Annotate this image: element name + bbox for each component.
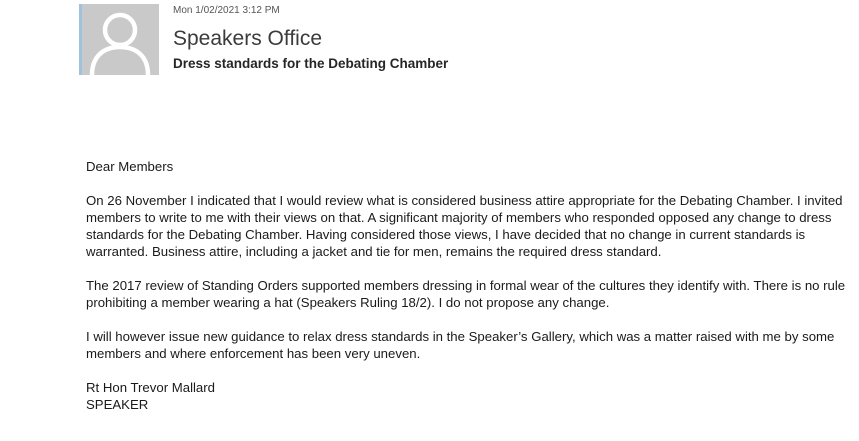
message-meta [173,4,448,73]
sender-name[interactable]: Speakers Office [173,27,323,50]
body-paragraph: The 2017 review of Standing Orders supported members dressing in formal wear of the cultures they identify with. There is no rule prohibiting a member wearing a hat (Speakers Ruling 18/2). I do not propose any change. [86,278,846,310]
signature-title: SPEAKER [86,397,149,412]
message-timestamp: Mon 1/02/2021 3:12 PM [173,5,280,16]
greeting: Dear Members [86,159,174,174]
person-silhouette-icon [82,4,159,75]
message-header [79,4,839,76]
body-paragraph: On 26 November I indicated that I would review what is considered business attire appropriate for the Debating Chamber. I invited members to write to me with their views on that. A significant majority of members who responded opposed any change to dress standards for the Debating Chamber. Having considered those views, I have decided that no change in current standards is warranted. Business attire, including a jacket and tie for men, remains the required dress standard. [86,193,843,259]
message-subject: Dress standards for the Debating Chamber [173,56,449,71]
signature-name: Rt Hon Trevor Mallard [86,380,215,395]
message-body [86,158,846,413]
body-paragraph: I will however issue new guidance to relax dress standards in the Speaker’s Gallery, which was a matter raised with me by some members and where enforcement has been very uneven. [86,329,835,361]
sender-avatar[interactable] [79,4,159,75]
